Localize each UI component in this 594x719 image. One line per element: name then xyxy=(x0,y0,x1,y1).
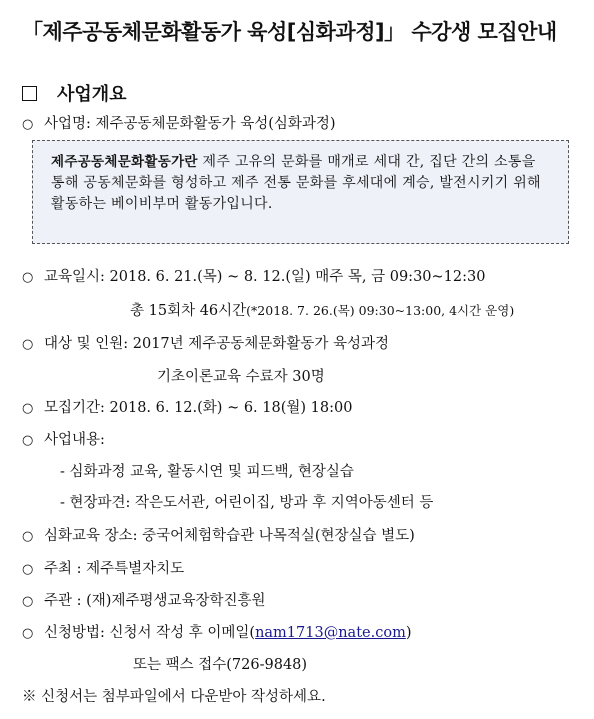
schedule-line1: 교육일시: 2018. 6. 21.(목) ~ 8. 12.(일) 매주 목, 금 09:30~12:30 xyxy=(44,269,486,285)
description-bold: 제주공동체문화활동가란 xyxy=(51,154,198,170)
circle-bullet-icon: ○ xyxy=(22,401,34,416)
section-heading xyxy=(22,80,127,106)
footnote: ※ 신청서는 첨부파일에서 다운받아 작성하세요. xyxy=(22,689,326,705)
circle-bullet-icon: ○ xyxy=(22,337,34,352)
circle-bullet-icon: ○ xyxy=(22,562,34,577)
host: 주최 : 제주특별자치도 xyxy=(44,561,185,577)
content-label: 사업내용: xyxy=(44,432,105,448)
schedule-note: (*2018. 7. 26.(목) 09:30~13:00, 4시간 운영) xyxy=(246,303,515,318)
target-line2: 기초이론교육 수료자 30명 xyxy=(157,369,325,385)
apply-suffix: ) xyxy=(405,625,412,641)
project-name: 사업명: 제주공동체문화활동가 육성(심화과정) xyxy=(44,116,336,132)
organizer: 주관 : (재)제주평생교육장학진흥원 xyxy=(44,593,266,609)
schedule-row xyxy=(22,265,485,286)
circle-bullet-icon: ○ xyxy=(22,433,34,448)
schedule-line2 xyxy=(130,299,514,320)
host-row xyxy=(22,557,184,578)
recruit-period: 모집기간: 2018. 6. 12.(화) ~ 6. 18(월) 18:00 xyxy=(44,400,353,416)
content-row xyxy=(22,428,105,449)
recruit-period-row xyxy=(22,396,352,417)
description-text: 제주 고유의 문화를 매개로 세대 간, 집단 간의 소통을 통해 공동체문화를 형성하고 제주 전통 문화를 후세대에 계승, 발전시키기 위해 활동하는 베이비부머 활동가입니다. xyxy=(51,154,541,212)
circle-bullet-icon: ○ xyxy=(22,594,34,609)
page-title: 「제주공동체문화활동가 육성[심화과정]」 수강생 모집안내 xyxy=(22,20,557,44)
project-name-row xyxy=(22,112,336,133)
circle-bullet-icon: ○ xyxy=(22,270,34,285)
target-line1: 대상 및 인원: 2017년 제주공동체문화활동가 육성과정 xyxy=(44,336,389,352)
schedule-total: 총 15회차 46시간 xyxy=(130,303,247,319)
description-box xyxy=(32,140,569,244)
target-row xyxy=(22,332,389,353)
apply-line2: 또는 팩스 접수(726-9848) xyxy=(133,657,308,673)
email-link[interactable]: nam1713@nate.com xyxy=(255,625,406,641)
apply-prefix: 신청방법: 신청서 작성 후 이메일( xyxy=(44,625,256,641)
section-heading-text: 사업개요 xyxy=(57,84,127,105)
circle-bullet-icon: ○ xyxy=(22,529,34,544)
venue: 심화교육 장소: 중국어체험학습관 나목적실(현장실습 별도) xyxy=(44,528,415,544)
venue-row xyxy=(22,524,415,545)
content-item: - 심화과정 교육, 활동시연 및 피드백, 현장실습 xyxy=(60,464,354,480)
circle-bullet-icon: ○ xyxy=(22,626,34,641)
apply-row xyxy=(22,621,412,642)
checkbox-square-icon xyxy=(22,86,37,101)
organizer-row xyxy=(22,589,266,610)
circle-bullet-icon: ○ xyxy=(22,117,34,132)
content-item: - 현장파견: 작은도서관, 어린이집, 방과 후 지역아동센터 등 xyxy=(60,495,434,511)
